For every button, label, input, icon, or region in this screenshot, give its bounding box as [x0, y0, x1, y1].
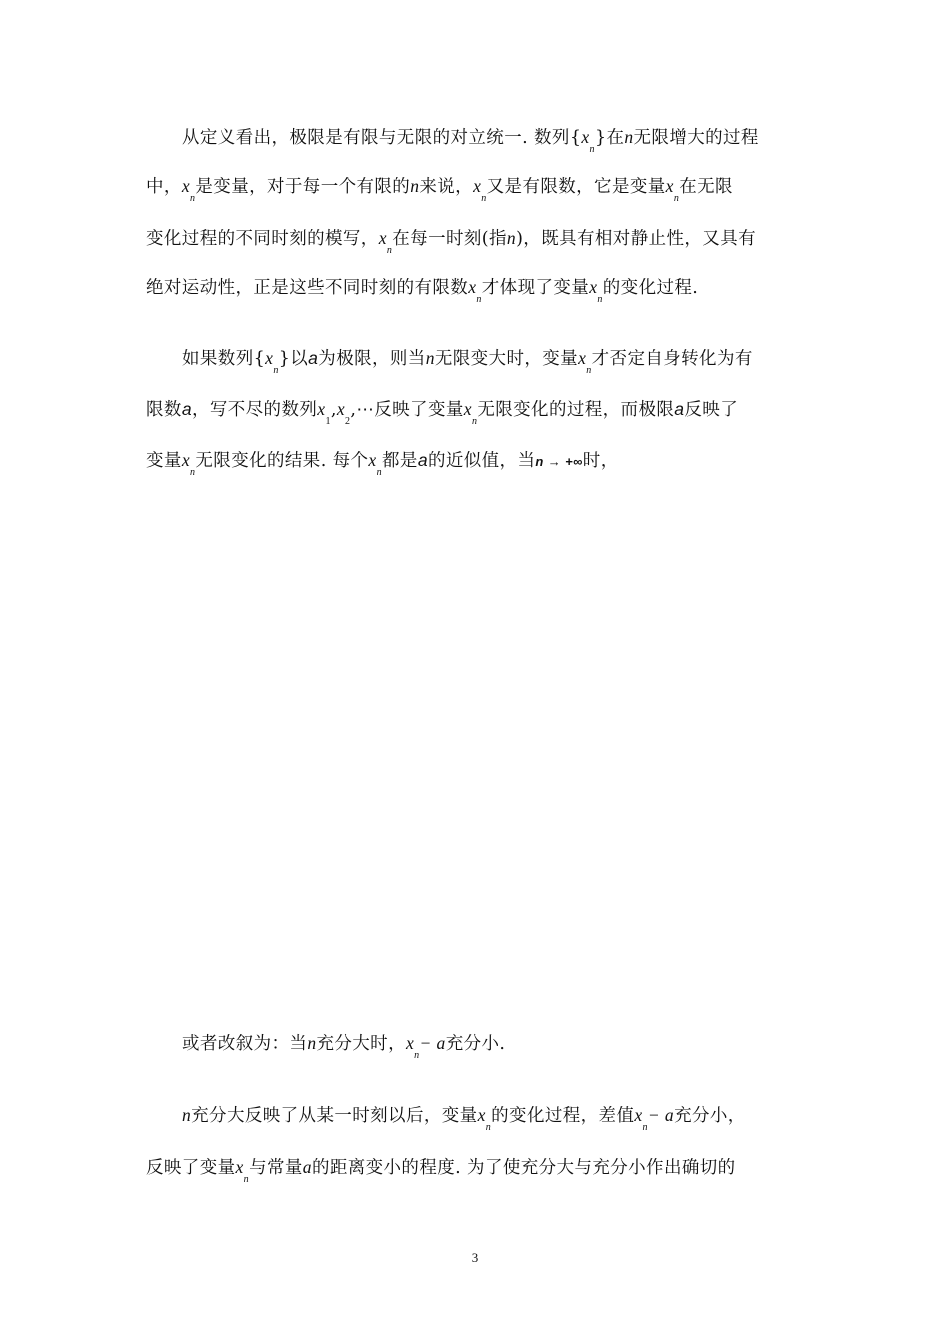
subscript: n: [481, 193, 487, 204]
var-x: x: [463, 399, 472, 419]
paragraph-2-line-2: [146, 397, 810, 427]
subscript: n: [586, 365, 592, 376]
paragraph-2-line-3: [146, 448, 810, 478]
paragraph-3: [182, 1031, 810, 1061]
var-x: x: [181, 176, 190, 196]
paragraph-1-line-4: [146, 275, 810, 305]
text: 来说，: [419, 177, 474, 197]
subscript: n: [597, 294, 603, 305]
var-a: a: [181, 399, 192, 419]
text: 变化过程的不同时刻的模写，: [146, 229, 379, 249]
text: 中，: [146, 177, 182, 197]
text: 的变化过程，差值: [491, 1106, 635, 1126]
minus-a: − a: [419, 1033, 446, 1053]
var-x: x: [181, 450, 190, 470]
paragraph-1-line-2: [146, 174, 810, 204]
var-x: x: [368, 450, 377, 470]
subscript: n: [642, 1122, 648, 1133]
text: 充分大反映了从某一时刻以后，变量: [191, 1106, 478, 1126]
minus-a: − a: [647, 1105, 675, 1125]
var-x: x: [589, 277, 598, 297]
text: 无限增大的过程: [633, 128, 759, 148]
text: 变量: [146, 451, 182, 471]
text: 无限变化的结果. 每个: [195, 451, 369, 471]
subscript: n: [386, 245, 393, 256]
var-n: n: [307, 1033, 317, 1053]
text: 或者改叙为：当: [182, 1034, 308, 1054]
text: 才体现了变量: [481, 278, 590, 298]
var-x: x: [235, 1157, 244, 1177]
text: 反映了: [684, 400, 739, 420]
paragraph-4-line-1: [182, 1103, 810, 1133]
paragraph-1-line-3: [146, 226, 810, 256]
var-a: a: [308, 348, 319, 368]
text: ,: [330, 400, 337, 420]
text: 又是有限数，它是变量: [486, 177, 666, 197]
text: 与常量: [249, 1158, 303, 1178]
var-x: x: [665, 176, 674, 196]
var-x: x: [578, 348, 587, 368]
var-n: n: [182, 1105, 192, 1125]
paragraph-1-line-1: [182, 125, 810, 155]
text: 如果数列{: [182, 349, 266, 369]
subscript: 1: [325, 416, 331, 427]
paragraph-2-line-1: [182, 346, 810, 376]
var-n: n: [624, 127, 634, 147]
text: 充分小，: [674, 1106, 746, 1126]
var-n: n: [425, 348, 435, 368]
var-a: a: [417, 450, 428, 470]
subscript: n: [673, 193, 680, 204]
text: 无限变化的过程，而极限: [477, 400, 675, 420]
var-x: x: [265, 348, 274, 368]
var-x: x: [468, 277, 477, 297]
text: ，写不尽的数列: [191, 400, 318, 420]
subscript: n: [589, 144, 595, 155]
text: 的变化过程.: [602, 278, 699, 298]
text: 绝对运动性，正是这些不同时刻的有限数: [146, 278, 469, 298]
var-x: x: [405, 1033, 415, 1053]
var-x: x: [378, 228, 387, 248]
text: }在: [594, 128, 625, 148]
text: 从定义看出，极限是有限与无限的对立统一. 数列{: [182, 128, 582, 148]
var-x: x: [581, 127, 590, 147]
var-a: a: [674, 399, 685, 419]
subscript: n: [476, 294, 482, 305]
subscript: n: [376, 467, 382, 478]
var-x: x: [473, 176, 482, 196]
text: 无限变大时，变量: [434, 349, 579, 369]
var-a: a: [302, 1157, 312, 1177]
text: 都是: [382, 451, 418, 471]
text: )，既具有相对静止性，又具有: [516, 229, 757, 249]
subscript: n: [243, 1174, 250, 1185]
subscript: n: [189, 193, 196, 204]
text: 为极限，则当: [318, 349, 426, 369]
text: 的近似值，当: [427, 451, 536, 471]
subscript: n: [485, 1122, 492, 1133]
text: 在无限: [679, 177, 733, 197]
text: 是变量，对于每一个有限的: [195, 177, 411, 197]
subscript: n: [414, 1050, 420, 1061]
text: 反映了变量: [146, 1158, 236, 1178]
var-x: x: [336, 399, 345, 419]
text: 在每一时刻(指: [392, 229, 507, 249]
text: 时，: [582, 451, 619, 471]
text: ,⋯反映了变量: [350, 400, 464, 420]
limit-expression: n → +∞: [535, 454, 583, 469]
var-x: x: [477, 1105, 486, 1125]
subscript: n: [189, 467, 196, 478]
paragraph-4-line-2: [146, 1155, 810, 1185]
var-n: n: [506, 228, 517, 248]
var-n: n: [410, 176, 420, 196]
subscript: n: [273, 365, 279, 376]
page-number: 3: [471, 1250, 479, 1265]
text: 充分大时，: [316, 1034, 406, 1054]
text: 充分小.: [445, 1034, 506, 1054]
text: 才否定自身转化为有: [591, 349, 753, 369]
subscript: n: [471, 416, 478, 427]
text: 的距离变小的程度. 为了使充分大与充分小作出确切的: [311, 1158, 736, 1178]
var-x: x: [634, 1105, 643, 1125]
subscript: 2: [344, 416, 351, 427]
text: 限数: [146, 400, 182, 420]
var-x: x: [317, 399, 326, 419]
text: }以: [278, 349, 309, 369]
